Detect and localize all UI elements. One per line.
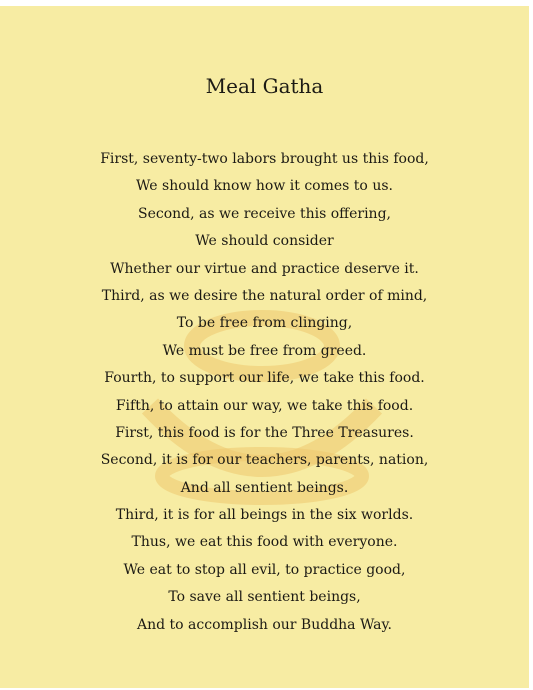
- poem-line: We should know how it comes to us.: [136, 178, 393, 195]
- poem-line: To save all sentient beings,: [168, 589, 361, 606]
- poem-line: Whether our virtue and practice deserve it.: [110, 260, 419, 277]
- paper-sheet: [0, 6, 529, 688]
- poem-line: Third, as we desire the natural order of mind,: [101, 287, 428, 304]
- page-title: Meal Gatha: [205, 74, 324, 98]
- poem-text: [0, 146, 529, 639]
- poem-line: Fourth, to support our life, we take this food.: [104, 370, 425, 387]
- poem-line: We eat to stop all evil, to practice good,: [123, 561, 406, 578]
- poem-line: We must be free from greed.: [162, 342, 367, 359]
- poem-line: And to accomplish our Buddha Way.: [137, 616, 392, 633]
- poem-line: First, this food is for the Three Treasures.: [115, 424, 414, 441]
- poem-line: Fifth, to attain our way, we take this food.: [115, 397, 414, 414]
- poem-line: To be free from clinging,: [176, 315, 353, 332]
- poem-line: First, seventy-two labors brought us this food,: [100, 151, 429, 167]
- poem-line: Thus, we eat this food with everyone.: [131, 534, 398, 551]
- poem-line: We should consider: [195, 233, 334, 250]
- poem-line: Second, it is for our teachers, parents, nation,: [100, 452, 429, 469]
- poem-line: Second, as we receive this offering,: [138, 205, 391, 222]
- poem-line: And all sentient beings.: [180, 479, 349, 496]
- poem-line: Third, it is for all beings in the six worlds.: [115, 507, 414, 524]
